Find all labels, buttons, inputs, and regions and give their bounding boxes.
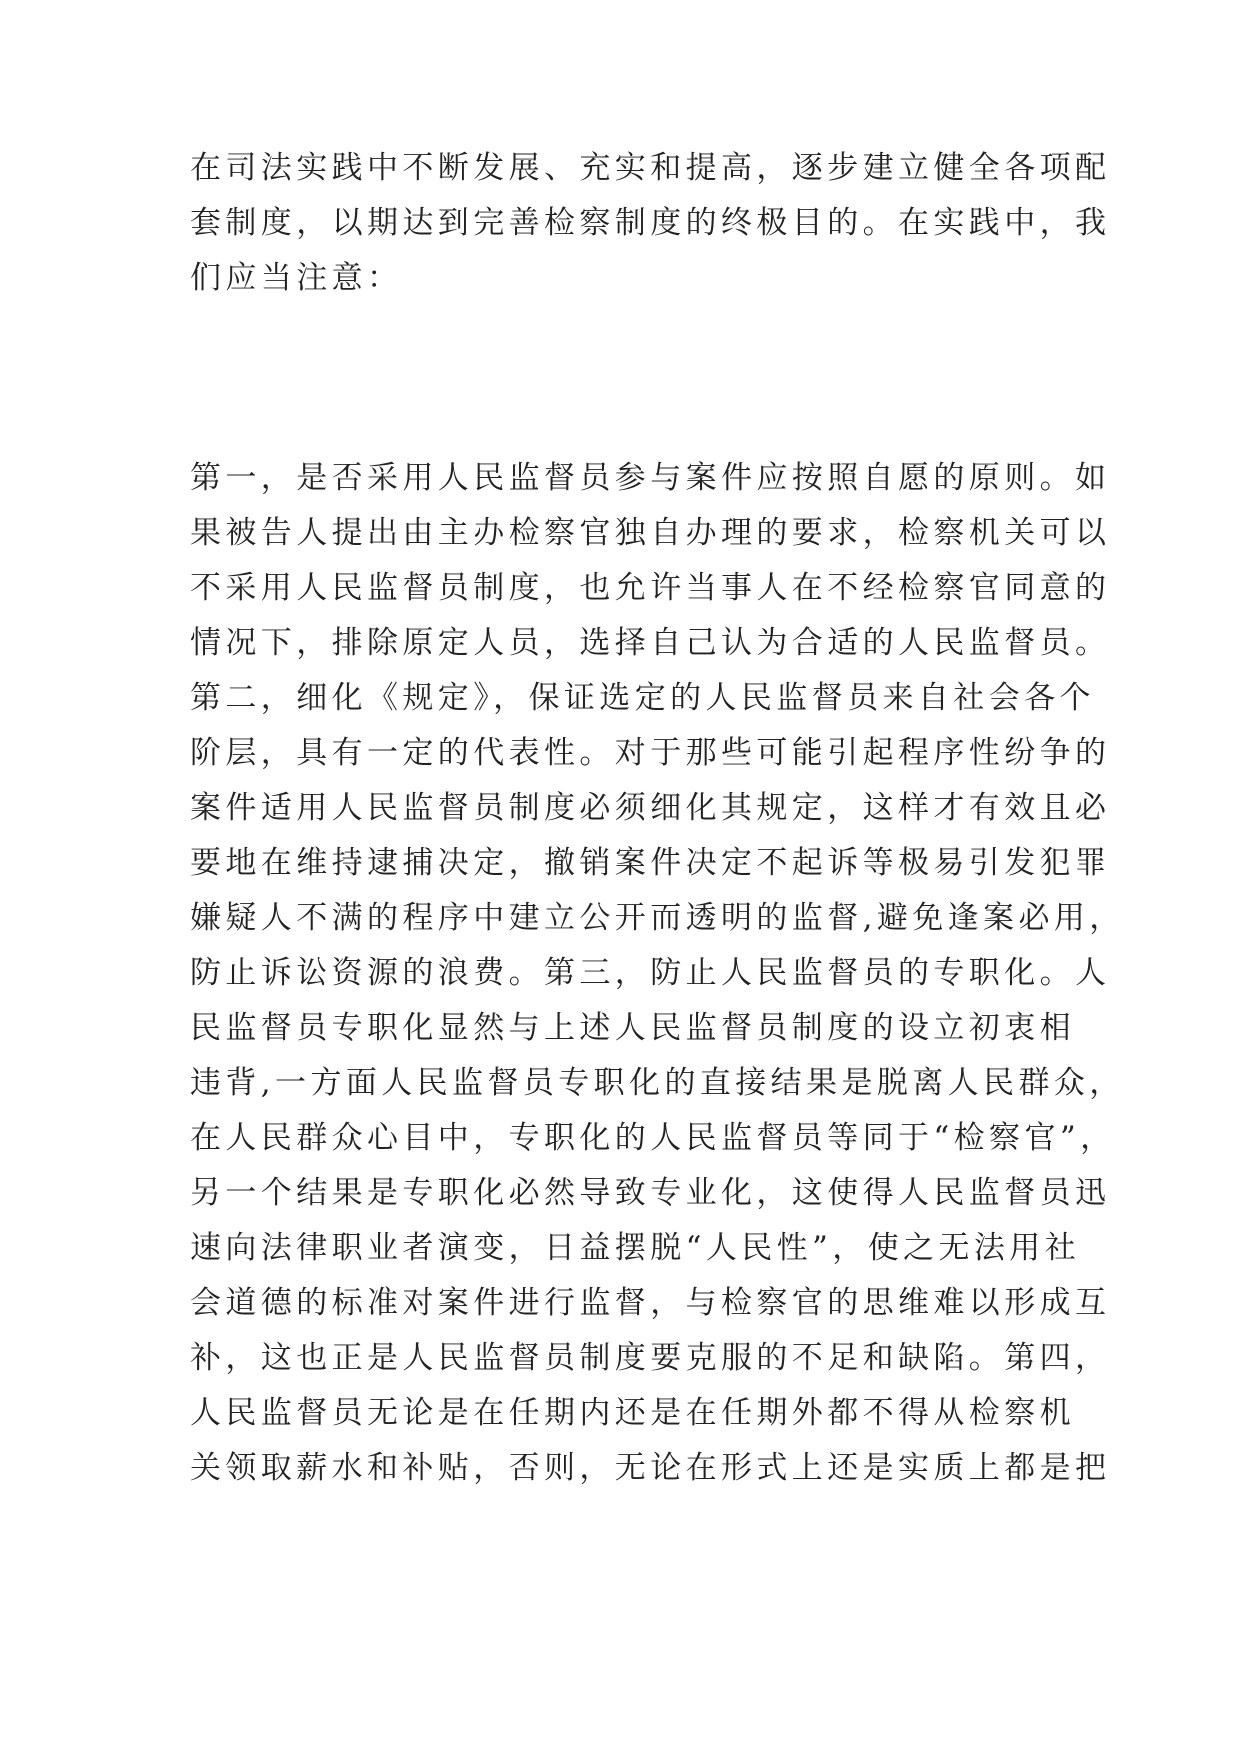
text-line: 要地在维持逮捕决定，撤销案件决定不起诉等极易引发犯罪	[190, 845, 1111, 881]
text-line: 情况下，排除原定人员，选择自己认为合适的人民监督员。	[190, 625, 1111, 661]
text-line: 在人民群众心目中，专职化的人民监督员等同于“检察官”，	[190, 1120, 1116, 1156]
text-line: 速向法律职业者演变，日益摆脱“人民性”，使之无法用社	[190, 1230, 1081, 1266]
text-line: 会道德的标准对案件进行监督，与检察官的思维难以形成互	[190, 1285, 1111, 1321]
text-line: 人民监督员无论是在任期内还是在任期外都不得从检察机	[190, 1395, 1075, 1431]
text-line: 第二，细化《规定》，保证选定的人民监督员来自社会各个	[190, 680, 1095, 716]
text-line: 果被告人提出由主办检察官独自办理的要求，检察机关可以	[190, 515, 1111, 551]
text-line: 补，这也正是人民监督员制度要克服的不足和缺陷。第四，	[190, 1340, 1111, 1376]
text-line: 第一，是否采用人民监督员参与案件应按照自愿的原则。如	[190, 460, 1111, 496]
text-line: 民监督员专职化显然与上述人民监督员制度的设立初衷相	[190, 1010, 1075, 1046]
text-line: 另一个结果是专职化必然导致专业化，这使得人民监督员迅	[190, 1175, 1111, 1211]
text-line: 阶层，具有一定的代表性。对于那些可能引起程序性纷争的	[190, 735, 1111, 771]
text-line: 们应当注意：	[190, 260, 403, 296]
text-line: 不采用人民监督员制度，也允许当事人在不经检察官同意的	[190, 570, 1111, 606]
text-line: 嫌疑人不满的程序中建立公开而透明的监督,避免逢案必用，	[190, 900, 1125, 936]
text-line: 案件适用人民监督员制度必须细化其规定，这样才有效且必	[190, 790, 1111, 826]
text-line: 违背,一方面人民监督员专职化的直接结果是脱离人民群众，	[190, 1065, 1125, 1101]
text-line: 防止诉讼资源的浪费。第三，防止人民监督员的专职化。人	[190, 955, 1111, 991]
text-line: 在司法实践中不断发展、充实和提高，逐步建立健全各项配	[190, 150, 1111, 186]
text-line: 关领取薪水和补贴，否则，无论在形式上还是实质上都是把	[190, 1450, 1111, 1486]
text-line: 套制度，以期达到完善检察制度的终极目的。在实践中，我	[190, 205, 1111, 241]
